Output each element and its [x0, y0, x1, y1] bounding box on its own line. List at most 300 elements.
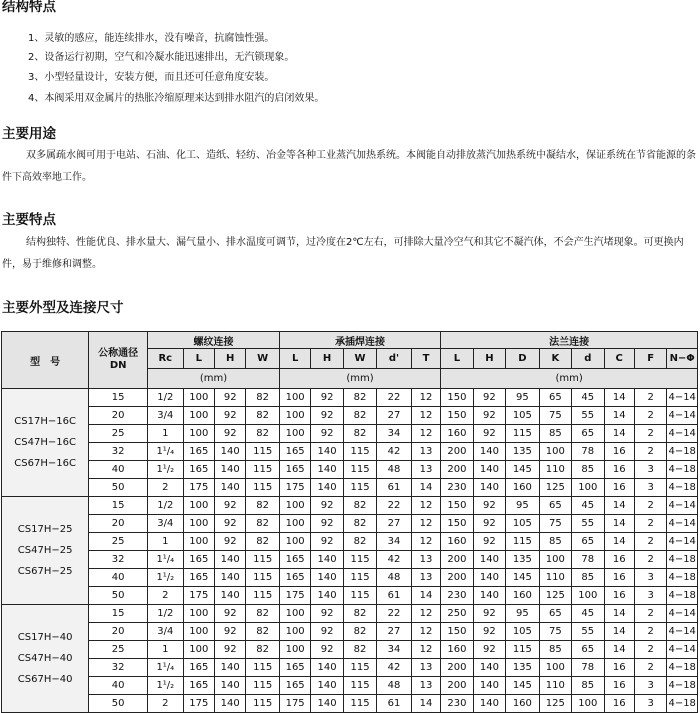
table-row: [2, 623, 698, 641]
value-cell: 82: [343, 407, 376, 425]
dn-cell: 20: [89, 407, 148, 425]
value-cell: 78: [572, 659, 604, 677]
value-cell: 100: [279, 605, 310, 623]
value-cell: 92: [215, 425, 246, 443]
dn-cell: 40: [89, 677, 148, 695]
value-cell: 92: [473, 407, 505, 425]
value-cell: 82: [246, 425, 279, 443]
value-cell: 140: [311, 569, 343, 587]
value-cell: 165: [279, 443, 310, 461]
value-cell: 92: [311, 533, 343, 551]
value-cell: 14: [411, 479, 440, 497]
value-cell: 82: [246, 407, 279, 425]
value-cell: 140: [473, 551, 505, 569]
value-cell: 12: [411, 407, 440, 425]
col-flange-k: K: [539, 349, 571, 369]
value-cell: 115: [246, 659, 279, 677]
table-row: [2, 461, 698, 479]
value-cell: 92: [311, 497, 343, 515]
value-cell: 100: [183, 605, 214, 623]
value-cell: 14: [604, 533, 634, 551]
value-cell: 115: [506, 641, 539, 659]
value-cell: 100: [279, 497, 310, 515]
value-cell: 3: [634, 695, 666, 713]
value-cell: 12: [411, 605, 440, 623]
value-cell: 4−18: [667, 569, 698, 587]
header-dn: 公称通径 DN: [89, 332, 148, 389]
value-cell: 115: [246, 461, 279, 479]
value-cell: 145: [506, 461, 539, 479]
value-cell: 92: [473, 515, 505, 533]
value-cell: 12: [411, 623, 440, 641]
value-cell: 45: [572, 605, 604, 623]
value-cell: 100: [279, 641, 310, 659]
value-cell: 12: [411, 515, 440, 533]
value-cell: 100: [572, 479, 604, 497]
value-cell: 100: [279, 425, 310, 443]
value-cell: 250: [441, 605, 473, 623]
value-cell: 165: [183, 461, 214, 479]
value-cell: 82: [343, 623, 376, 641]
value-cell: 92: [215, 533, 246, 551]
value-cell: 13: [411, 551, 440, 569]
value-cell: 1¹/₂: [148, 569, 184, 587]
value-cell: 92: [215, 515, 246, 533]
value-cell: 92: [215, 407, 246, 425]
value-cell: 92: [473, 389, 505, 407]
col-flange-f: F: [634, 349, 666, 369]
value-cell: 4−14: [667, 425, 698, 443]
value-cell: 100: [183, 623, 214, 641]
value-cell: 12: [411, 641, 440, 659]
value-cell: 3: [634, 461, 666, 479]
unit-flange: (mm): [441, 369, 698, 389]
col-flange-d: D: [506, 349, 539, 369]
dn-cell: 20: [89, 623, 148, 641]
value-cell: 160: [506, 479, 539, 497]
value-cell: 65: [539, 497, 571, 515]
value-cell: 4−18: [667, 551, 698, 569]
dn-cell: 15: [89, 389, 148, 407]
value-cell: 2: [634, 533, 666, 551]
value-cell: 115: [343, 461, 376, 479]
value-cell: 135: [506, 443, 539, 461]
value-cell: 82: [246, 623, 279, 641]
value-cell: 95: [506, 497, 539, 515]
value-cell: 115: [246, 551, 279, 569]
value-cell: 42: [377, 551, 411, 569]
value-cell: 13: [411, 461, 440, 479]
value-cell: 1¹/₂: [148, 677, 184, 695]
value-cell: 165: [183, 443, 214, 461]
value-cell: 14: [604, 425, 634, 443]
value-cell: 165: [279, 569, 310, 587]
value-cell: 13: [411, 677, 440, 695]
value-cell: 16: [604, 461, 634, 479]
value-cell: 2: [634, 497, 666, 515]
dn-cell: 25: [89, 425, 148, 443]
col-socket-w: W: [343, 349, 376, 369]
value-cell: 115: [246, 695, 279, 713]
structure-item-3: 3、小型轻量设计，安装方便，而且还可任意角度安装。: [28, 72, 275, 83]
value-cell: 92: [215, 641, 246, 659]
value-cell: 140: [473, 461, 505, 479]
value-cell: 65: [572, 533, 604, 551]
value-cell: 48: [377, 569, 411, 587]
value-cell: 100: [183, 425, 214, 443]
col-socket-l: L: [279, 349, 310, 369]
col-flange-d-small: d: [572, 349, 604, 369]
value-cell: 27: [377, 623, 411, 641]
value-cell: 4−18: [667, 461, 698, 479]
value-cell: 4−18: [667, 659, 698, 677]
table-row: [2, 497, 698, 515]
value-cell: 78: [572, 443, 604, 461]
value-cell: 78: [572, 551, 604, 569]
value-cell: 175: [279, 695, 310, 713]
value-cell: 140: [215, 677, 246, 695]
value-cell: 65: [539, 605, 571, 623]
value-cell: 4−14: [667, 497, 698, 515]
table-row: [2, 605, 698, 623]
value-cell: 3/4: [148, 407, 184, 425]
value-cell: 165: [279, 659, 310, 677]
table-row: [2, 569, 698, 587]
value-cell: 55: [572, 407, 604, 425]
value-cell: 61: [377, 695, 411, 713]
value-cell: 100: [539, 551, 571, 569]
value-cell: 14: [604, 623, 634, 641]
value-cell: 115: [246, 677, 279, 695]
value-cell: 14: [604, 407, 634, 425]
value-cell: 92: [473, 497, 505, 515]
value-cell: 115: [343, 659, 376, 677]
value-cell: 2: [634, 443, 666, 461]
value-cell: 65: [539, 389, 571, 407]
value-cell: 85: [572, 461, 604, 479]
model-cell: CS17H−16C CS47H−16C CS67H−16C: [2, 389, 89, 497]
value-cell: 95: [506, 605, 539, 623]
value-cell: 82: [246, 605, 279, 623]
dn-cell: 32: [89, 551, 148, 569]
value-cell: 200: [441, 551, 473, 569]
value-cell: 100: [183, 515, 214, 533]
value-cell: 4−14: [667, 605, 698, 623]
value-cell: 14: [604, 515, 634, 533]
value-cell: 175: [183, 587, 214, 605]
value-cell: 27: [377, 515, 411, 533]
value-cell: 82: [343, 425, 376, 443]
value-cell: 2: [634, 551, 666, 569]
value-cell: 22: [377, 389, 411, 407]
value-cell: 160: [506, 695, 539, 713]
value-cell: 14: [604, 497, 634, 515]
value-cell: 82: [246, 497, 279, 515]
value-cell: 85: [539, 641, 571, 659]
col-flange-h: H: [473, 349, 505, 369]
value-cell: 2: [634, 605, 666, 623]
value-cell: 140: [215, 695, 246, 713]
dn-cell: 15: [89, 497, 148, 515]
value-cell: 140: [215, 569, 246, 587]
value-cell: 160: [441, 425, 473, 443]
value-cell: 140: [311, 461, 343, 479]
value-cell: 145: [506, 677, 539, 695]
value-cell: 115: [343, 587, 376, 605]
table-row: [2, 389, 698, 407]
value-cell: 160: [506, 587, 539, 605]
value-cell: 125: [539, 479, 571, 497]
value-cell: 150: [441, 407, 473, 425]
value-cell: 150: [441, 389, 473, 407]
value-cell: 4−18: [667, 587, 698, 605]
value-cell: 1: [148, 533, 184, 551]
value-cell: 75: [539, 407, 571, 425]
value-cell: 105: [506, 515, 539, 533]
value-cell: 13: [411, 569, 440, 587]
value-cell: 82: [246, 533, 279, 551]
value-cell: 140: [473, 587, 505, 605]
value-cell: 160: [441, 533, 473, 551]
value-cell: 4−14: [667, 623, 698, 641]
col-flange-n-phi: N−Φ: [667, 349, 698, 369]
value-cell: 165: [279, 677, 310, 695]
value-cell: 165: [183, 569, 214, 587]
value-cell: 75: [539, 623, 571, 641]
value-cell: 2: [634, 515, 666, 533]
col-thread-w: W: [246, 349, 279, 369]
value-cell: 150: [441, 497, 473, 515]
value-cell: 22: [377, 497, 411, 515]
value-cell: 100: [279, 389, 310, 407]
value-cell: 230: [441, 695, 473, 713]
value-cell: 100: [183, 641, 214, 659]
value-cell: 140: [215, 659, 246, 677]
value-cell: 92: [473, 425, 505, 443]
table-row: [2, 479, 698, 497]
value-cell: 65: [572, 641, 604, 659]
value-cell: 34: [377, 533, 411, 551]
value-cell: 140: [473, 677, 505, 695]
value-cell: 92: [215, 623, 246, 641]
value-cell: 2: [634, 623, 666, 641]
value-cell: 4−18: [667, 677, 698, 695]
value-cell: 140: [473, 479, 505, 497]
value-cell: 1¹/₄: [148, 659, 184, 677]
value-cell: 3: [634, 479, 666, 497]
dn-cell: 15: [89, 605, 148, 623]
value-cell: 100: [279, 533, 310, 551]
value-cell: 1/2: [148, 605, 184, 623]
value-cell: 100: [183, 497, 214, 515]
col-flange-l: L: [441, 349, 473, 369]
value-cell: 100: [183, 533, 214, 551]
value-cell: 3: [634, 587, 666, 605]
usage-text: 双多属疏水阀可用于电站、石油、化工、造纸、轻纺、冶金等各种工业蒸汽加热系统。本阀能自动排放蒸汽加热系统中凝结水，保证系统在节省能源的条件下高效率地工作。: [2, 150, 696, 183]
value-cell: 16: [604, 569, 634, 587]
value-cell: 140: [215, 461, 246, 479]
col-socket-d-prime: d': [377, 349, 411, 369]
value-cell: 48: [377, 461, 411, 479]
value-cell: 85: [572, 569, 604, 587]
value-cell: 3: [634, 569, 666, 587]
value-cell: 115: [343, 695, 376, 713]
value-cell: 92: [311, 605, 343, 623]
value-cell: 115: [506, 425, 539, 443]
value-cell: 2: [634, 641, 666, 659]
value-cell: 135: [506, 551, 539, 569]
value-cell: 2: [634, 659, 666, 677]
value-cell: 12: [411, 425, 440, 443]
value-cell: 140: [311, 659, 343, 677]
dn-cell: 50: [89, 587, 148, 605]
value-cell: 165: [279, 461, 310, 479]
value-cell: 1/2: [148, 389, 184, 407]
value-cell: 2: [634, 407, 666, 425]
table-row: [2, 551, 698, 569]
value-cell: 14: [604, 389, 634, 407]
value-cell: 150: [441, 515, 473, 533]
value-cell: 140: [473, 695, 505, 713]
value-cell: 100: [539, 443, 571, 461]
value-cell: 200: [441, 677, 473, 695]
dn-cell: 50: [89, 695, 148, 713]
value-cell: 200: [441, 461, 473, 479]
header-flange-group: 法兰连接: [441, 332, 698, 349]
value-cell: 42: [377, 443, 411, 461]
value-cell: 82: [343, 641, 376, 659]
value-cell: 85: [572, 677, 604, 695]
value-cell: 12: [411, 497, 440, 515]
value-cell: 125: [539, 587, 571, 605]
table-row: [2, 515, 698, 533]
value-cell: 65: [572, 425, 604, 443]
value-cell: 110: [539, 569, 571, 587]
col-socket-h: H: [311, 349, 343, 369]
col-thread-h: H: [215, 349, 246, 369]
header-thread-group: 螺纹连接: [148, 332, 280, 349]
value-cell: 3: [634, 677, 666, 695]
value-cell: 34: [377, 425, 411, 443]
value-cell: 4−14: [667, 389, 698, 407]
table-row: [2, 425, 698, 443]
table-row: [2, 677, 698, 695]
value-cell: 13: [411, 659, 440, 677]
dimensions-title: 主要外型及连接尺寸: [2, 300, 124, 316]
value-cell: 4−14: [667, 407, 698, 425]
value-cell: 105: [506, 407, 539, 425]
value-cell: 92: [473, 605, 505, 623]
table-row: [2, 659, 698, 677]
value-cell: 125: [539, 695, 571, 713]
value-cell: 92: [473, 641, 505, 659]
value-cell: 175: [279, 479, 310, 497]
value-cell: 1/2: [148, 497, 184, 515]
value-cell: 22: [377, 605, 411, 623]
value-cell: 115: [343, 569, 376, 587]
value-cell: 4−14: [667, 641, 698, 659]
value-cell: 140: [473, 659, 505, 677]
value-cell: 92: [311, 623, 343, 641]
value-cell: 92: [215, 389, 246, 407]
value-cell: 115: [246, 443, 279, 461]
value-cell: 75: [539, 515, 571, 533]
value-cell: 1: [148, 641, 184, 659]
value-cell: 14: [411, 695, 440, 713]
dn-cell: 40: [89, 461, 148, 479]
value-cell: 92: [311, 641, 343, 659]
unit-thread: (mm): [148, 369, 280, 389]
value-cell: 2: [148, 479, 184, 497]
value-cell: 100: [572, 587, 604, 605]
value-cell: 45: [572, 497, 604, 515]
value-cell: 55: [572, 623, 604, 641]
value-cell: 92: [311, 407, 343, 425]
value-cell: 100: [183, 389, 214, 407]
value-cell: 175: [183, 479, 214, 497]
unit-socket: (mm): [279, 369, 440, 389]
value-cell: 175: [279, 587, 310, 605]
dn-cell: 50: [89, 479, 148, 497]
value-cell: 85: [539, 533, 571, 551]
value-cell: 45: [572, 389, 604, 407]
value-cell: 140: [215, 551, 246, 569]
value-cell: 100: [279, 407, 310, 425]
value-cell: 145: [506, 569, 539, 587]
value-cell: 100: [279, 623, 310, 641]
value-cell: 140: [311, 677, 343, 695]
value-cell: 34: [377, 641, 411, 659]
value-cell: 115: [506, 533, 539, 551]
value-cell: 82: [343, 533, 376, 551]
value-cell: 175: [183, 695, 214, 713]
value-cell: 16: [604, 587, 634, 605]
value-cell: 16: [604, 677, 634, 695]
value-cell: 230: [441, 587, 473, 605]
model-cell: CS17H−25 CS47H−25 CS67H−25: [2, 497, 89, 605]
header-model: 型 号: [2, 332, 89, 389]
value-cell: 1¹/₄: [148, 551, 184, 569]
table-row: [2, 407, 698, 425]
value-cell: 115: [343, 479, 376, 497]
features-title: 主要特点: [2, 212, 56, 228]
value-cell: 92: [215, 605, 246, 623]
value-cell: 92: [473, 533, 505, 551]
value-cell: 110: [539, 461, 571, 479]
value-cell: 200: [441, 659, 473, 677]
value-cell: 16: [604, 695, 634, 713]
value-cell: 2: [634, 425, 666, 443]
value-cell: 165: [279, 551, 310, 569]
dn-cell: 32: [89, 443, 148, 461]
value-cell: 3/4: [148, 623, 184, 641]
value-cell: 140: [215, 587, 246, 605]
value-cell: 2: [634, 389, 666, 407]
value-cell: 115: [246, 569, 279, 587]
value-cell: 1¹/₂: [148, 461, 184, 479]
value-cell: 48: [377, 677, 411, 695]
value-cell: 82: [343, 497, 376, 515]
value-cell: 140: [311, 479, 343, 497]
value-cell: 100: [539, 659, 571, 677]
value-cell: 165: [183, 551, 214, 569]
value-cell: 100: [279, 515, 310, 533]
value-cell: 1: [148, 425, 184, 443]
value-cell: 135: [506, 659, 539, 677]
value-cell: 4−14: [667, 533, 698, 551]
value-cell: 200: [441, 443, 473, 461]
value-cell: 100: [183, 407, 214, 425]
